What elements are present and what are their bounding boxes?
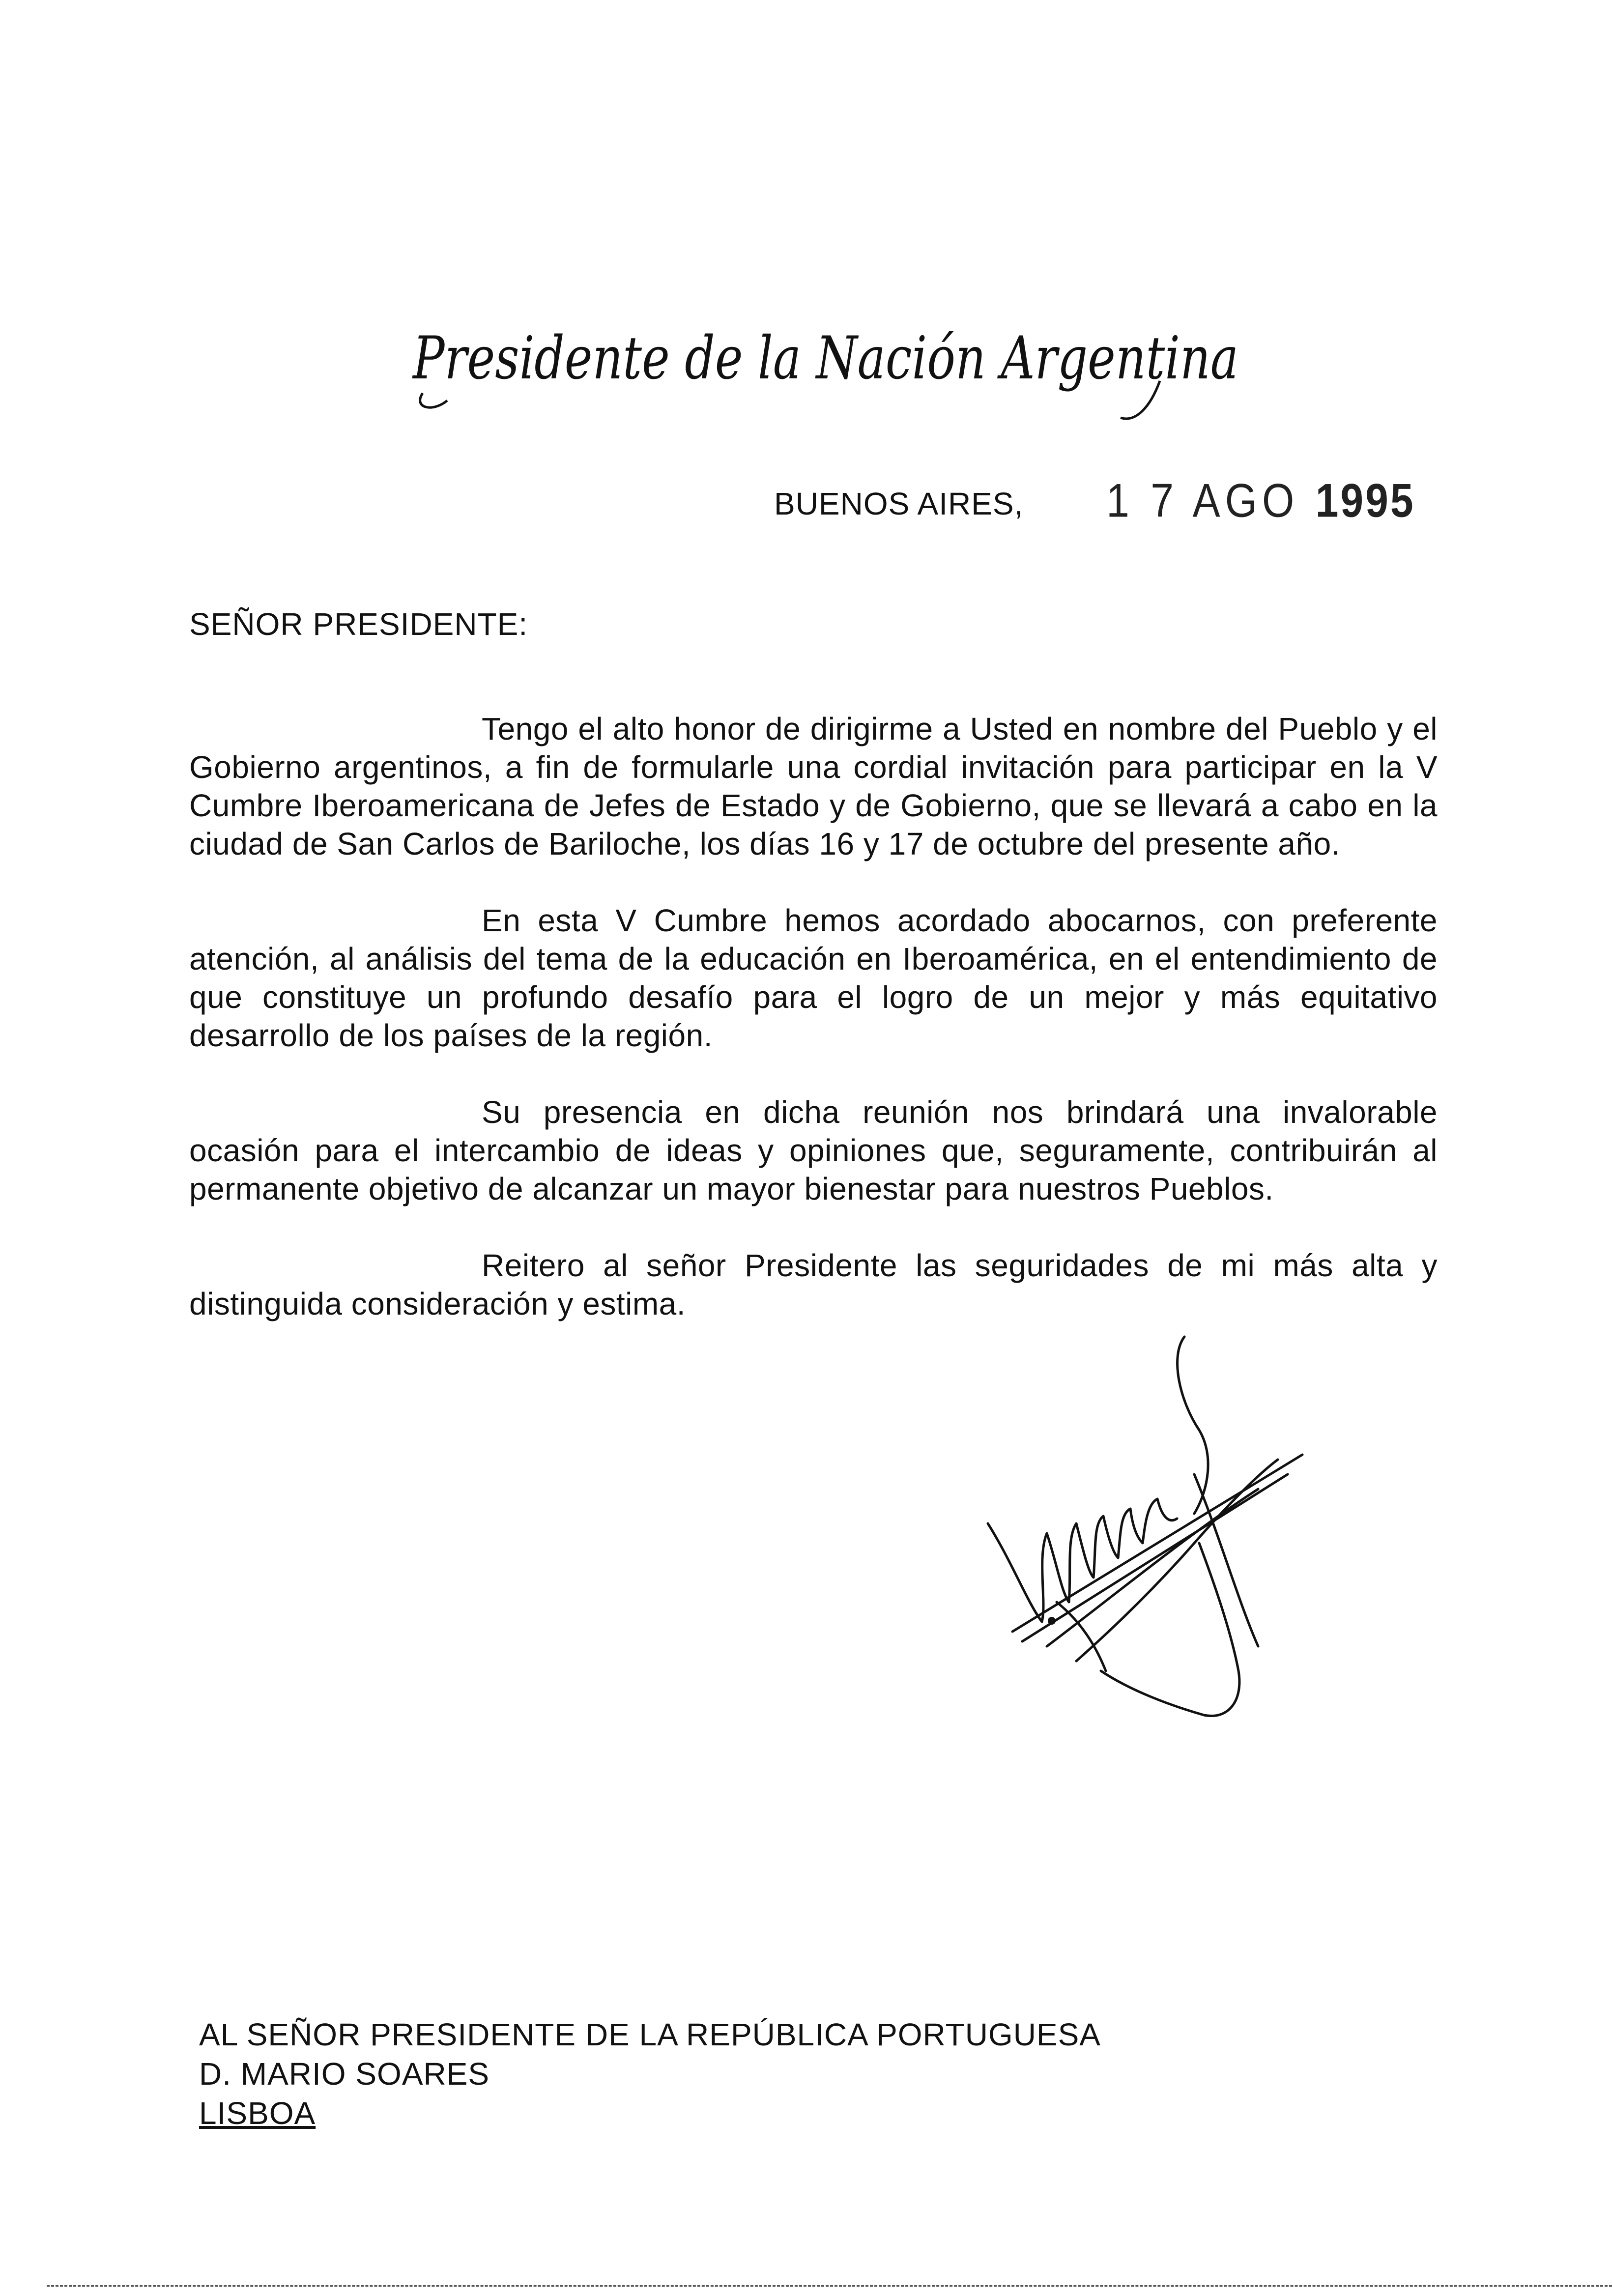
date-stamp-day: 1 7 (1106, 473, 1179, 527)
date-stamp-year: 1995 (1315, 473, 1415, 527)
date-stamp-month: AGO (1192, 473, 1299, 527)
place-name: BUENOS AIRES, (774, 486, 1024, 521)
bottom-edge-line (47, 2285, 1612, 2287)
paragraph-education: En esta V Cumbre hemos acordado abocarnos, con preferente atención, al análisis del tema de la educación en Iberoamérica, en el entendimiento de que constituye un profundo desafío para el logro de un mejor y más equitativo desarrollo de los países de la región. (189, 903, 1438, 1053)
paragraph-presence: Su presencia en dicha reunión nos brindará una invalorable ocasión para el intercambio de ideas y opiniones que, seguramente, contribuirán al permanente objetivo de alcanzar un mayor bienestar para nuestros Pueblos. (189, 1094, 1438, 1206)
addressee-block (199, 2015, 1101, 2133)
paragraph-invitation: Tengo el alto honor de dirigirme a Usted en nombre del Pueblo y el Gobierno argentinos, a fin de formularle una cordial invitación para participar en la V Cumbre Iberoamericana de Jefes de Estado y de Gobierno, que se llevará a cabo en la ciudad de San Carlos de Bariloche, los días 16 y 17 de octubre del presente año. (189, 711, 1438, 861)
letterhead-text: Presidente de la Nación Argentina (412, 324, 1238, 393)
letter-body (189, 710, 1438, 1323)
paragraph-closing: Reitero al señor Presidente las seguridades de mi más alta y distinguida consideración y estima. (189, 1248, 1438, 1321)
addressee-name: D. MARIO SOARES (199, 2056, 490, 2092)
letterhead-script (403, 295, 1248, 442)
signature-strokes (983, 1327, 1396, 1745)
place-and-date (774, 473, 1415, 527)
addressee-title: AL SEÑOR PRESIDENTE DE LA REPÚBLICA PORTUGUESA (199, 2017, 1101, 2052)
date-stamp (1106, 473, 1415, 528)
letterhead (403, 295, 1248, 442)
salutation: SEÑOR PRESIDENTE: (189, 606, 528, 642)
addressee-city: LISBOA (199, 2095, 316, 2131)
handwritten-signature (983, 1327, 1396, 1745)
